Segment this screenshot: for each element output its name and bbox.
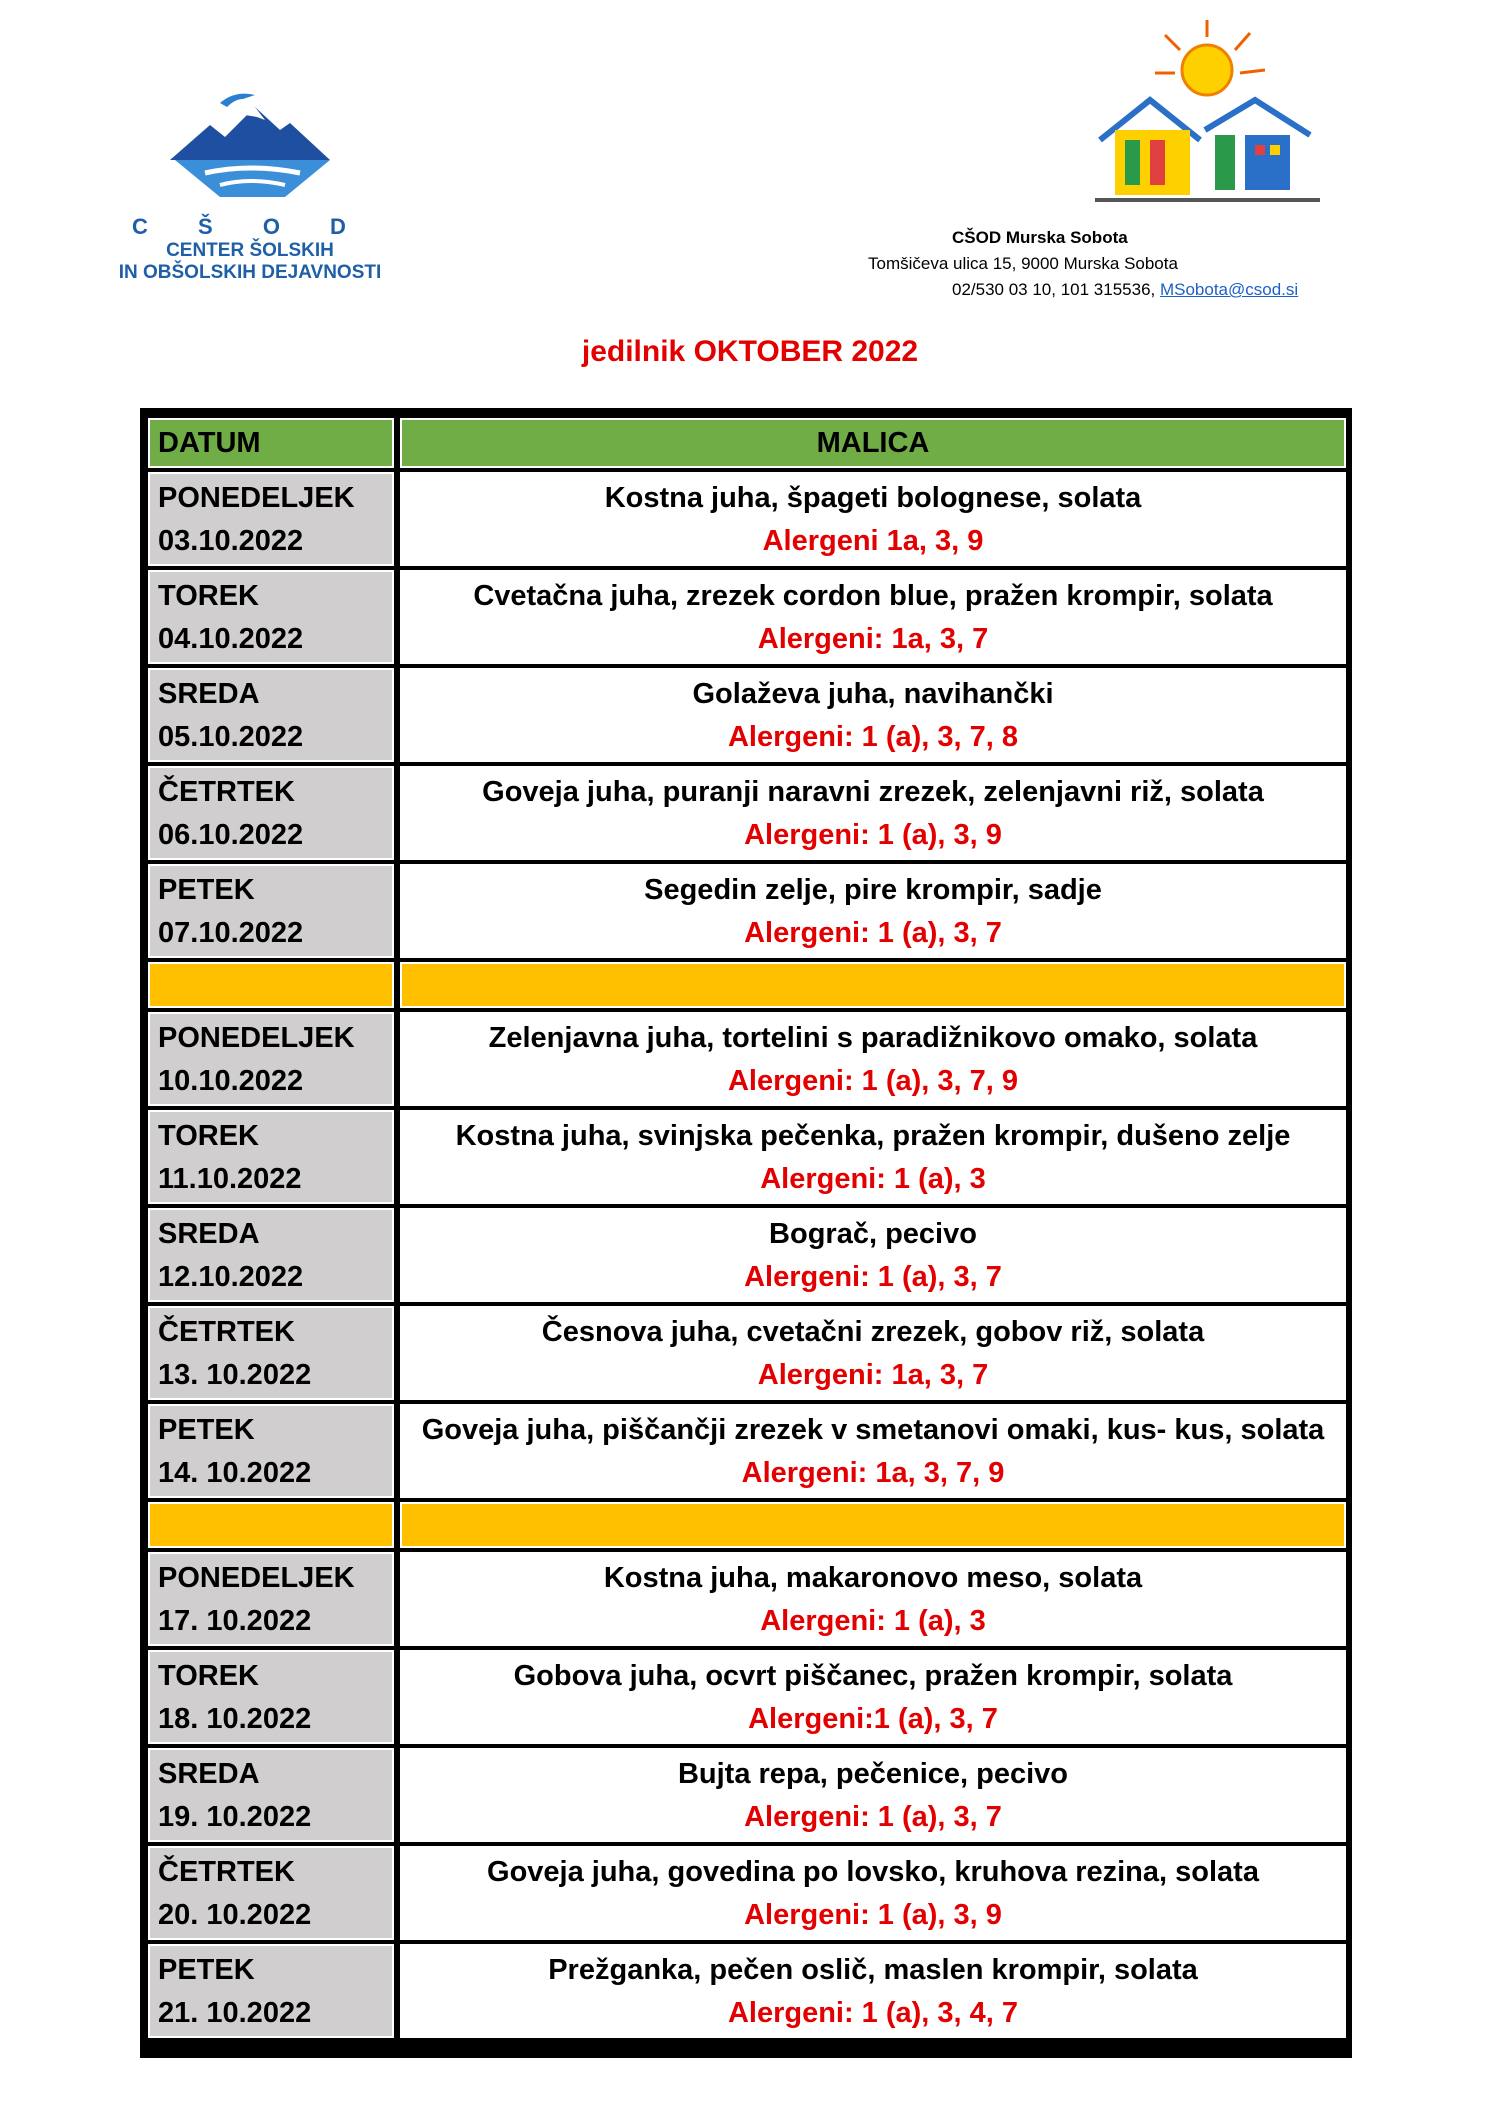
date: 21. 10.2022	[158, 1997, 312, 2029]
meal-text: Golaževa juha, navihančki	[692, 678, 1054, 710]
date-cell	[148, 668, 394, 762]
date: 20. 10.2022	[158, 1899, 312, 1931]
date-cell	[148, 1012, 394, 1106]
allergens-text: Alergeni: 1 (a), 3	[760, 1605, 986, 1637]
week-separator	[400, 962, 1346, 1008]
date-cell	[148, 1404, 394, 1498]
date-cell	[148, 472, 394, 566]
day-name: PETEK	[158, 1954, 255, 1986]
date: 07.10.2022	[158, 917, 304, 949]
header-datum: DATUM	[148, 418, 394, 468]
allergens-text: Alergeni: 1 (a), 3, 7	[744, 917, 1002, 949]
date: 19. 10.2022	[158, 1801, 312, 1833]
day-name: TOREK	[158, 580, 259, 612]
date-cell	[148, 1552, 394, 1646]
allergens-text: Alergeni: 1a, 3, 7	[757, 623, 989, 655]
meal-cell	[400, 570, 1346, 664]
meal-cell	[400, 1748, 1346, 1842]
date-cell	[148, 1650, 394, 1744]
meal-cell	[400, 864, 1346, 958]
allergens-text: Alergeni: 1 (a), 3, 9	[744, 819, 1002, 851]
meal-text: Kostna juha, svinjska pečenka, pražen krompir, dušeno zelje	[455, 1120, 1291, 1152]
meal-cell	[400, 766, 1346, 860]
meal-text: Zelenjavna juha, tortelini s paradižnikovo omako, solata	[488, 1022, 1258, 1054]
date: 14. 10.2022	[158, 1457, 312, 1489]
meal-text: Cvetačna juha, zrezek cordon blue, pražen krompir, solata	[473, 580, 1273, 612]
day-name: ČETRTEK	[158, 776, 295, 808]
allergens-text: Alergeni: 1 (a), 3, 7, 8	[727, 721, 1019, 753]
date-cell	[148, 1748, 394, 1842]
date: 06.10.2022	[158, 819, 304, 851]
allergens-text: Alergeni: 1a, 3, 7	[757, 1359, 989, 1391]
day-name: TOREK	[158, 1120, 259, 1152]
date: 04.10.2022	[158, 623, 304, 655]
allergens-text: Alergeni: 1 (a), 3, 9	[744, 1899, 1002, 1931]
date: 12.10.2022	[158, 1261, 304, 1293]
week-separator	[148, 1502, 394, 1548]
logo-line-2: IN OBŠOLSKIH DEJAVNOSTI	[118, 262, 382, 283]
meal-text: Kostna juha, špageti bolognese, solata	[604, 482, 1142, 514]
date: 18. 10.2022	[158, 1703, 312, 1735]
meal-text: Česnova juha, cvetačni zrezek, gobov riž, solata	[541, 1316, 1205, 1348]
house-sun-logo	[1095, 15, 1320, 215]
date-cell	[148, 1208, 394, 1302]
allergens-text: Alergeni: 1 (a), 3, 7	[744, 1801, 1002, 1833]
meal-cell	[400, 1944, 1346, 2038]
date: 11.10.2022	[158, 1163, 302, 1195]
date-cell	[148, 1846, 394, 1940]
meal-text: Gobova juha, ocvrt piščanec, pražen krompir, solata	[513, 1660, 1233, 1692]
csod-logo	[100, 85, 400, 284]
date: 03.10.2022	[158, 525, 304, 557]
day-name: PETEK	[158, 874, 255, 906]
date-cell	[148, 1110, 394, 1204]
meal-cell	[400, 1846, 1346, 1940]
meal-cell	[400, 668, 1346, 762]
allergens-text: Alergeni: 1 (a), 3, 4, 7	[727, 1997, 1019, 2029]
date: 05.10.2022	[158, 721, 304, 753]
day-name: ČETRTEK	[158, 1316, 295, 1348]
week-separator	[148, 962, 394, 1008]
day-name: SREDA	[158, 678, 260, 710]
date-cell	[148, 864, 394, 958]
meal-cell	[400, 1208, 1346, 1302]
day-name: PONEDELJEK	[158, 1562, 355, 1594]
meal-text: Goveja juha, puranji naravni zrezek, zelenjavni riž, solata	[482, 776, 1264, 808]
allergens-text: Alergeni: 1a, 3, 7, 9	[741, 1457, 1005, 1489]
day-name: PONEDELJEK	[158, 1022, 355, 1054]
meal-text: Prežganka, pečen oslič, maslen krompir, solata	[548, 1954, 1198, 1986]
page-title: jedilnik OKTOBER 2022	[581, 335, 919, 368]
meal-text: Bujta repa, pečenice, pecivo	[677, 1758, 1069, 1790]
day-name: ČETRTEK	[158, 1856, 295, 1888]
allergens-text: Alergeni 1a, 3, 9	[762, 525, 984, 557]
menu-table	[140, 408, 1352, 2058]
date: 10.10.2022	[158, 1065, 304, 1097]
email-link[interactable]: MSobota@csod.si	[1159, 280, 1299, 299]
house-sun-icon	[1095, 15, 1320, 210]
day-name: SREDA	[158, 1758, 260, 1790]
meal-cell	[400, 1110, 1346, 1204]
date: 13. 10.2022	[158, 1359, 312, 1391]
meal-cell	[400, 472, 1346, 566]
meal-cell	[400, 1404, 1346, 1498]
date-cell	[148, 766, 394, 860]
allergens-text: Alergeni:1 (a), 3, 7	[748, 1703, 998, 1735]
meal-text: Kostna juha, makaronovo meso, solata	[603, 1562, 1143, 1594]
mountain-bird-logo-icon	[165, 85, 335, 210]
header-malica: MALICA	[400, 418, 1346, 468]
meal-text: Bograč, pecivo	[769, 1218, 977, 1250]
date-cell	[148, 570, 394, 664]
meal-text: Segedin zelje, pire krompir, sadje	[644, 874, 1102, 906]
day-name: PETEK	[158, 1414, 255, 1446]
day-name: SREDA	[158, 1218, 260, 1250]
allergens-text: Alergeni: 1 (a), 3, 7	[744, 1261, 1002, 1293]
meal-text: Goveja juha, govedina po lovsko, kruhova rezina, solata	[487, 1856, 1259, 1888]
allergens-text: Alergeni: 1 (a), 3, 7, 9	[727, 1065, 1019, 1097]
meal-cell	[400, 1552, 1346, 1646]
org-name: CŠOD Murska Sobota	[952, 228, 1128, 247]
allergens-text: Alergeni: 1 (a), 3	[760, 1163, 986, 1195]
meal-cell	[400, 1650, 1346, 1744]
date: 17. 10.2022	[158, 1605, 312, 1637]
meal-text: Goveja juha, piščančji zrezek v smetanovi omaki, kus- kus, solata	[421, 1414, 1325, 1446]
street: Tomšičeva ulica 15, 9000 Murska Sobota	[868, 254, 1178, 273]
address-block	[860, 225, 1360, 303]
day-name: TOREK	[158, 1660, 259, 1692]
week-separator	[400, 1502, 1346, 1548]
date-cell	[148, 1306, 394, 1400]
day-name: PONEDELJEK	[158, 482, 355, 514]
phone: 02/530 03 10, 101 315536,	[952, 280, 1160, 299]
meal-cell	[400, 1012, 1346, 1106]
meal-cell	[400, 1306, 1346, 1400]
logo-line-1: CENTER ŠOLSKIH	[166, 240, 334, 261]
logo-abbr: C Š O D	[132, 214, 368, 239]
date-cell	[148, 1944, 394, 2038]
